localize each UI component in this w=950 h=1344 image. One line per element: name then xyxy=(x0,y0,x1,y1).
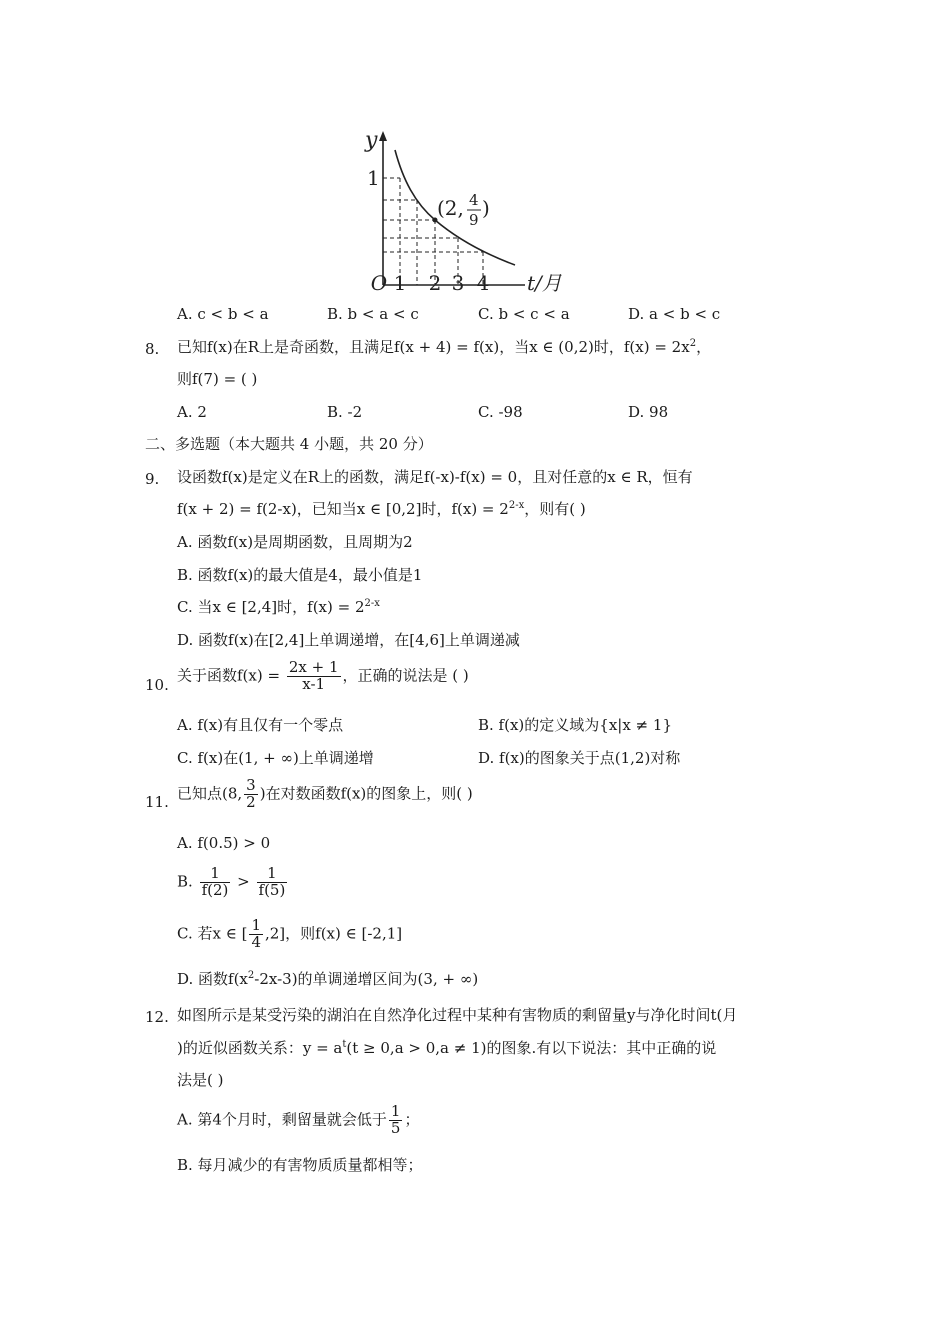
point-label-den: 9 xyxy=(469,211,479,229)
q10-stem xyxy=(177,660,469,693)
q10-prefix: 关于函数f(x) = xyxy=(177,666,281,685)
q8-line2: 则f(7) = ( ) xyxy=(177,370,258,388)
q11-numerator: 3 xyxy=(246,776,256,794)
x-tick-2: 2 xyxy=(428,271,442,295)
q10-denominator: x-1 xyxy=(302,674,326,693)
q11-option-c-den: 4 xyxy=(251,932,261,951)
q11-option-b-label: B. xyxy=(177,872,193,891)
point-label-right: ) xyxy=(482,196,490,220)
q11-option-b-den1: f(2) xyxy=(201,880,229,899)
dashed-guides xyxy=(383,178,483,285)
q12-line2-end: (t ≥ 0,a > 0,a ≠ 1)的图象.有以下说法：其中正确的说 xyxy=(346,1039,717,1057)
q9-line1: 设函数f(x)是定义在R上的函数，满足f(-x)-f(x) = 0，且对任意的x ∈ R，恒有 xyxy=(177,468,693,486)
point-label-left: (2, xyxy=(437,196,464,220)
q10-fraction xyxy=(287,660,341,693)
q8-number: 8. xyxy=(145,340,160,358)
q11-option-b-fraction-2 xyxy=(257,866,288,899)
q12-option-a-fraction xyxy=(389,1104,403,1137)
q8-option-c: C. -98 xyxy=(478,403,523,421)
q9-line2-text: f(x + 2) = f(2-x)，已知当x ∈ [0,2]时，f(x) = 2 xyxy=(177,500,509,518)
q12-option-b: B. 每月减少的有害物质质量都相等； xyxy=(177,1156,423,1174)
q11-option-b-fraction-1 xyxy=(200,866,231,899)
q10-number: 10. xyxy=(145,676,169,694)
q11-option-b-den2: f(5) xyxy=(258,880,286,899)
y-axis-label: y xyxy=(365,128,378,153)
q8-option-b: B. -2 xyxy=(327,403,363,421)
q10-option-a: A. f(x)有且仅有一个零点 xyxy=(177,716,344,734)
point-label-num: 4 xyxy=(469,191,479,209)
q7-option-c: C. b < c < a xyxy=(478,305,570,323)
q8-option-d: D. 98 xyxy=(628,403,669,421)
q11-fraction xyxy=(244,778,258,811)
q11-option-a: A. f(0.5) > 0 xyxy=(177,834,271,852)
q9-line2 xyxy=(177,500,586,518)
q12-option-a-end: ； xyxy=(404,1110,420,1129)
q10-option-b: B. f(x)的定义域为{x|x ≠ 1} xyxy=(478,716,672,734)
q9-option-b: B. 函数f(x)的最大值是4，最小值是1 xyxy=(177,566,423,584)
y-axis-arrow xyxy=(379,131,387,141)
q12-option-a xyxy=(177,1104,419,1137)
q11-option-d xyxy=(177,970,478,988)
q11-option-b-num1: 1 xyxy=(200,866,231,883)
x-tick-3: 3 xyxy=(451,271,465,295)
q12-number: 12. xyxy=(145,1008,169,1026)
q11-stem xyxy=(177,778,473,811)
q11-option-d-end: -2x-3)的单调递增区间为(3, + ∞) xyxy=(254,970,479,988)
q9-option-c xyxy=(177,598,380,616)
q8-line1-end: ， xyxy=(696,338,712,356)
q8-option-a: A. 2 xyxy=(177,403,207,421)
x-tick-4: 4 xyxy=(476,271,490,295)
q10-option-d: D. f(x)的图象关于点(1,2)对称 xyxy=(478,749,681,767)
q11-option-b xyxy=(177,866,289,899)
q9-option-a: A. 函数f(x)是周期函数，且周期为2 xyxy=(177,533,413,551)
q9-number: 9. xyxy=(145,470,160,488)
q11-option-c-num: 1 xyxy=(251,916,261,934)
section-title: 二、多选题（本大题共 4 小题，共 20 分） xyxy=(145,435,433,453)
q11-denominator: 2 xyxy=(246,792,256,811)
q12-line2 xyxy=(177,1039,716,1057)
q9-exponent: 2-x xyxy=(508,500,525,511)
q12-exponent: t xyxy=(342,1039,347,1050)
q11-option-c-fraction xyxy=(249,918,263,951)
q11-option-d-text: D. 函数f(x xyxy=(177,970,248,988)
q11-option-b-num2: 1 xyxy=(257,866,288,883)
q9-option-d: D. 函数f(x)在[2,4]上单调递增，在[4,6]上单调递减 xyxy=(177,631,520,649)
q7-option-a: A. c < b < a xyxy=(177,305,269,323)
q12-line2-text: )的近似函数关系：y = a xyxy=(177,1039,343,1057)
q9-option-c-text: C. 当x ∈ [2,4]时，f(x) = 2 xyxy=(177,598,365,616)
q11-option-b-gt: > xyxy=(237,872,250,891)
origin-label: O xyxy=(370,271,388,295)
q12-line3: 法是( ) xyxy=(177,1071,224,1089)
x-tick-1: 1 xyxy=(393,271,407,295)
q11-suffix: )在对数函数f(x)的图象上，则( ) xyxy=(259,784,473,803)
q12-option-a-den: 5 xyxy=(390,1118,401,1137)
q9-option-c-exponent: 2-x xyxy=(364,598,380,609)
q8-line1-text: 已知f(x)在R上是奇函数，且满足f(x + 4) = f(x)，当x ∈ (0,2)时，f(x) = 2x xyxy=(177,338,690,356)
q12-line1: 如图所示是某受污染的湖泊在自然净化过程中某种有害物质的剩留量y与净化时间t(月 xyxy=(177,1006,738,1024)
y-one-label: 1 xyxy=(367,166,380,190)
q8-line1 xyxy=(177,338,711,356)
q11-option-c-end: ,2]，则f(x) ∈ [-2,1] xyxy=(264,924,403,943)
q12-option-a-text: A. 第4个月时，剩留量就会低于 xyxy=(177,1110,387,1129)
q11-prefix: 已知点(8, xyxy=(177,784,243,803)
q11-option-d-exponent: 2 xyxy=(247,970,255,981)
q7-option-d: D. a < b < c xyxy=(628,305,721,323)
q11-option-c xyxy=(177,918,402,951)
q10-option-c: C. f(x)在(1, + ∞)上单调递增 xyxy=(177,749,374,767)
q9-line2-end: ，则有( ) xyxy=(524,500,586,518)
q7-option-b: B. b < a < c xyxy=(327,305,419,323)
x-axis-label: t/月 xyxy=(527,271,562,295)
q10-numerator: 2x + 1 xyxy=(288,658,339,676)
q12-option-a-num: 1 xyxy=(390,1102,401,1120)
decay-graph xyxy=(355,125,575,300)
q11-option-c-text: C. 若x ∈ [ xyxy=(177,924,248,943)
q8-exponent: 2 xyxy=(689,338,697,349)
q10-suffix: ，正确的说法是 ( ) xyxy=(342,666,469,685)
q11-number: 11. xyxy=(145,793,169,811)
